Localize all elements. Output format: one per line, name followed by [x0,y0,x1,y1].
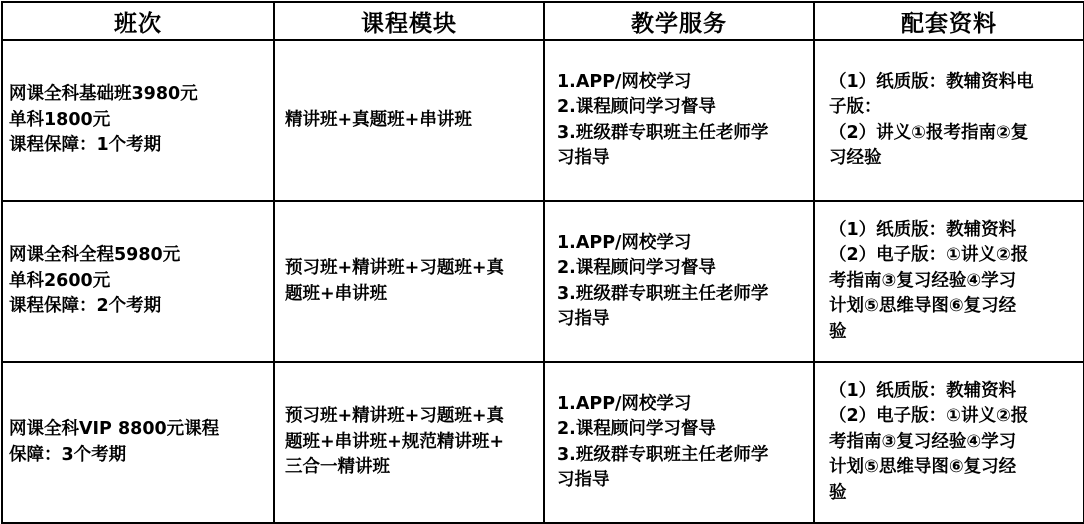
modules-line: 精讲班+真题班+串讲班 [285,109,472,130]
services-line: 3.班级群专职班主任老师学 [557,122,769,143]
course-pricing-table [1,1,1084,524]
materials-line: 计划⑤思维导图⑥复习经 [829,457,1017,478]
pricing-table-sheet [0,1,1084,524]
services-line: 2.课程顾问学习督导 [557,97,716,118]
column-header-materials: 配套资料 [814,2,1084,40]
table-row [2,40,1084,201]
class-plan-line: 网课全科VIP 8800元课程 [9,419,220,440]
cell-class-plan [2,201,274,362]
cell-services [544,201,814,362]
services-line: 1.APP/网校学习 [557,71,692,92]
column-header-modules: 课程模块 [274,2,544,40]
modules-line: 三合一精讲班 [285,457,390,478]
class-plan-line: 保障：3个考期 [9,444,127,465]
column-header-services: 教学服务 [544,2,814,40]
class-plan-line: 单科1800元 [9,109,111,130]
materials-line: 验 [829,321,847,342]
modules-line: 题班+串讲班 [285,283,388,304]
services-line: 习指导 [557,147,610,168]
materials-line: 习经验 [829,147,882,168]
materials-line: 考指南③复习经验④学习 [829,431,1017,452]
services-line: 1.APP/网校学习 [557,232,692,253]
class-plan-line: 单科2600元 [9,270,111,291]
services-line: 1.APP/网校学习 [557,393,692,414]
class-plan-line: 网课全科全程5980元 [9,245,181,266]
services-line: 2.课程顾问学习督导 [557,258,716,279]
table-row [2,201,1084,362]
cell-materials [814,201,1084,362]
materials-line: （1）纸质版：教辅资料 [829,220,1017,241]
materials-line: 计划⑤思维导图⑥复习经 [829,296,1017,317]
modules-line: 题班+串讲班+规范精讲班+ [285,431,504,452]
cell-modules [274,362,544,523]
services-line: 3.班级群专职班主任老师学 [557,283,769,304]
cell-services [544,40,814,201]
services-line: 3.班级群专职班主任老师学 [557,444,769,465]
cell-class-plan [2,40,274,201]
materials-line: 考指南③复习经验④学习 [829,270,1017,291]
materials-line: 子版： [829,97,882,118]
materials-line: （2）电子版：①讲义②报 [829,406,1029,427]
modules-line: 预习班+精讲班+习题班+真 [285,406,504,427]
cell-services [544,362,814,523]
column-header-class-plan: 班次 [2,2,274,40]
services-line: 习指导 [557,308,610,329]
materials-line: 验 [829,482,847,503]
class-plan-line: 网课全科基础班3980元 [9,84,198,105]
cell-class-plan [2,362,274,523]
materials-line: （2）讲义①报考指南②复 [829,122,1029,143]
cell-materials [814,362,1084,523]
cell-modules [274,40,544,201]
modules-line: 预习班+精讲班+习题班+真 [285,258,504,279]
table-row [2,362,1084,523]
table-header-row [2,2,1084,40]
class-plan-line: 课程保障：2个考期 [9,296,162,317]
cell-modules [274,201,544,362]
cell-materials [814,40,1084,201]
services-line: 2.课程顾问学习督导 [557,419,716,440]
materials-line: （2）电子版：①讲义②报 [829,245,1029,266]
materials-line: （1）纸质版：教辅资料 [829,381,1017,402]
materials-line: （1）纸质版：教辅资料电 [829,71,1034,92]
class-plan-line: 课程保障：1个考期 [9,135,162,156]
services-line: 习指导 [557,469,610,490]
